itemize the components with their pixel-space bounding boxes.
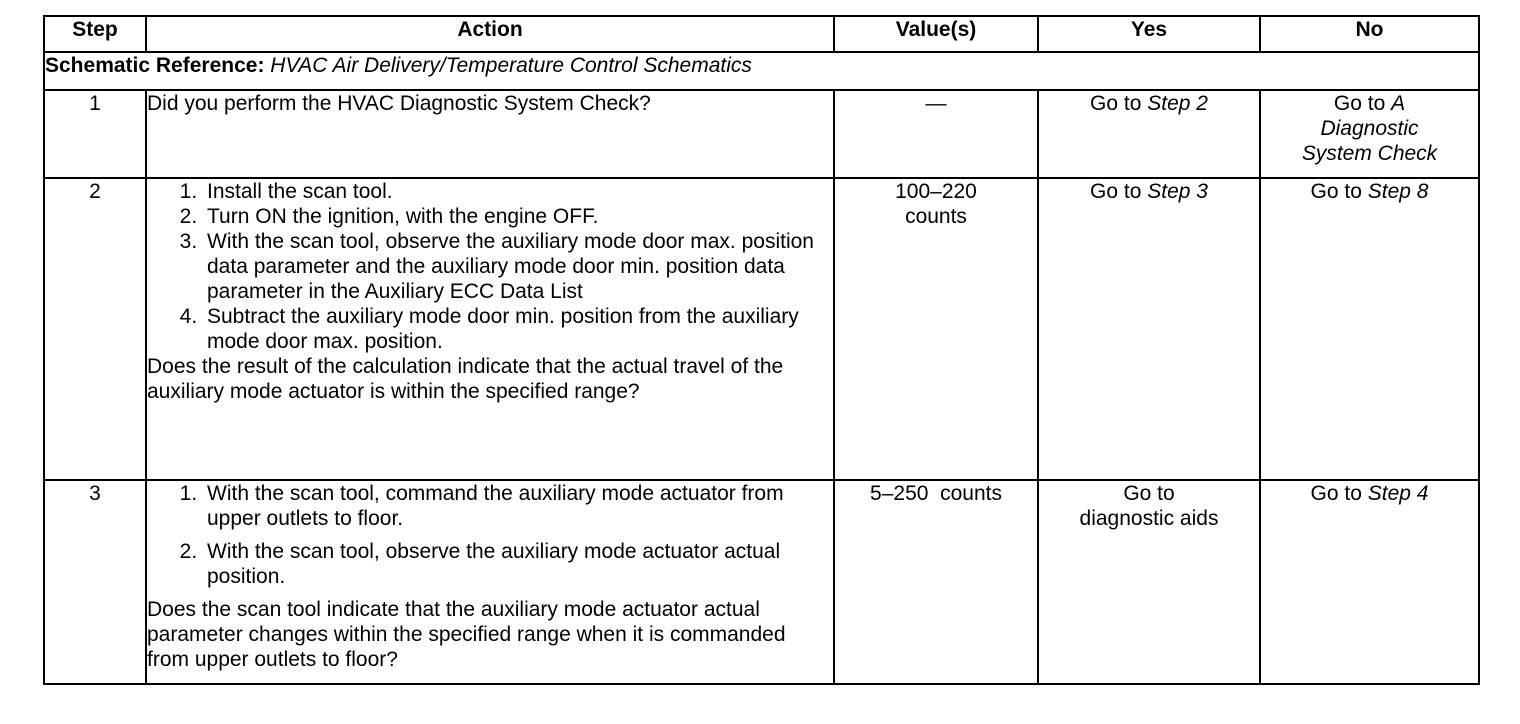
action-question: Does the result of the calculation indicate that the actual travel of the auxiliary mode actuator is within the specified range?	[147, 355, 784, 403]
no-cell	[1260, 178, 1479, 480]
step-number: 1	[44, 90, 146, 178]
yes-cell	[1038, 480, 1260, 684]
yes-prefix: Go to	[1090, 180, 1148, 203]
table-row	[44, 178, 1479, 480]
value-cell: 5–250 counts	[834, 480, 1038, 684]
no-cell	[1260, 480, 1479, 684]
list-item: 3. With the scan tool, observe the auxiliary mode door max. position data parameter and the auxiliary mode door min. position data parameter in the Auxiliary ECC Data List	[203, 229, 833, 304]
yes-cell	[1038, 178, 1260, 480]
no-prefix: Go to	[1333, 92, 1392, 115]
no-prefix: Go to	[1310, 482, 1368, 505]
schematic-label: Schematic Reference:	[45, 54, 265, 77]
yes-diagnostic-aids: diagnostic aids	[1079, 507, 1219, 530]
yes-cell	[1038, 90, 1260, 178]
list-item: 1. Install the scan tool.	[203, 179, 833, 204]
action-steps-list	[147, 481, 833, 589]
list-item: 2. Turn ON the ignition, with the engine OFF.	[203, 204, 833, 229]
schematic-reference	[44, 52, 1479, 90]
header-row	[44, 16, 1479, 52]
header-step: Step	[44, 16, 146, 52]
action-cell	[146, 178, 834, 480]
header-values: Value(s)	[834, 16, 1038, 52]
no-step-ref: Step 8	[1367, 180, 1429, 203]
no-step-ref: Step 4	[1367, 482, 1429, 505]
header-action: Action	[146, 16, 834, 52]
step-number: 3	[44, 480, 146, 684]
list-item: 4. Subtract the auxiliary mode door min. position from the auxiliary mode door max. position.	[203, 304, 833, 354]
yes-step-ref: Step 3	[1147, 180, 1208, 203]
value-range: 100–220	[895, 180, 977, 203]
step-number: 2	[44, 178, 146, 480]
no-ref-b: Diagnostic	[1320, 117, 1419, 140]
table-row	[44, 90, 1479, 178]
yes-prefix: Go to	[1090, 92, 1148, 115]
value-unit: counts	[905, 205, 967, 228]
schematic-text: HVAC Air Delivery/Temperature Control Schematics	[270, 54, 752, 77]
diagnostic-table	[43, 15, 1480, 685]
list-item: 2. With the scan tool, observe the auxiliary mode actuator actual position.	[203, 539, 833, 589]
no-ref-a: A	[1391, 92, 1406, 115]
action-cell	[146, 90, 834, 178]
no-prefix: Go to	[1310, 180, 1368, 203]
no-ref-c: System Check	[1301, 142, 1438, 165]
action-cell	[146, 480, 834, 684]
header-no: No	[1260, 16, 1479, 52]
schematic-row	[44, 52, 1479, 90]
header-yes: Yes	[1038, 16, 1260, 52]
yes-prefix: Go to	[1123, 482, 1175, 505]
no-cell	[1260, 90, 1479, 178]
action-steps-list	[147, 179, 833, 354]
list-item: 1. With the scan tool, command the auxiliary mode actuator from upper outlets to floor.	[203, 481, 833, 531]
action-question: Did you perform the HVAC Diagnostic System Check?	[147, 92, 651, 115]
value-cell	[834, 178, 1038, 480]
action-question: Does the scan tool indicate that the auxiliary mode actuator actual parameter changes within the specified range when it is commanded from upper outlets to floor?	[147, 598, 786, 671]
value-cell: —	[834, 90, 1038, 178]
yes-step-ref: Step 2	[1147, 92, 1208, 115]
table-row	[44, 480, 1479, 684]
